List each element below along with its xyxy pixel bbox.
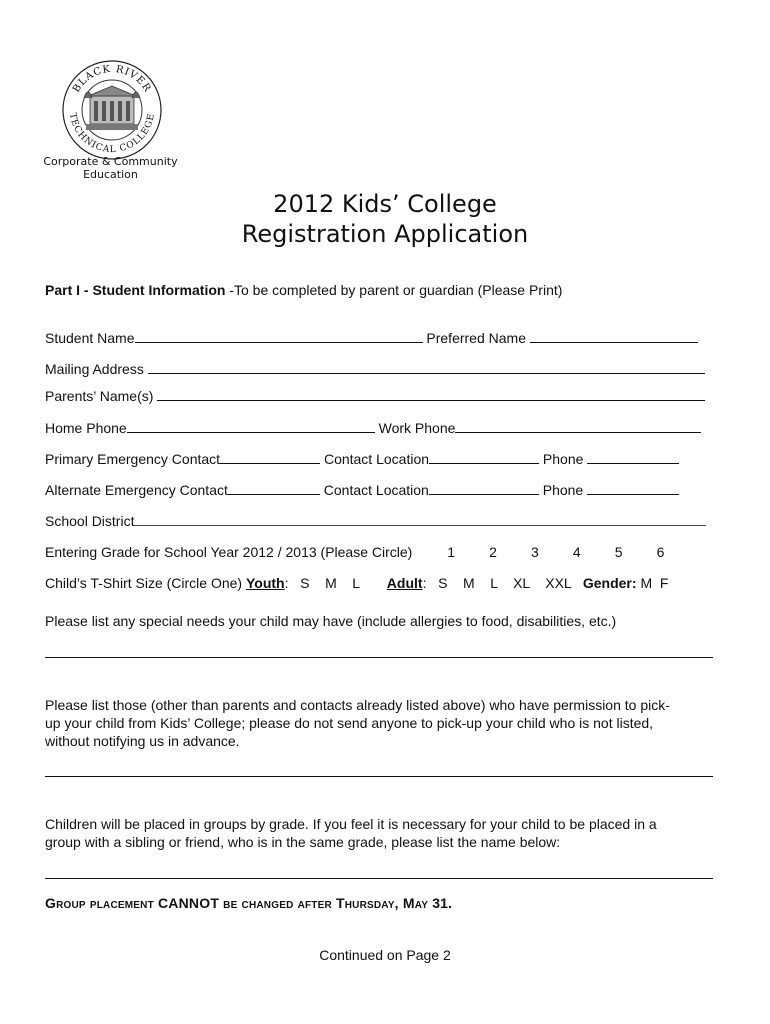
svg-text:TECHNICAL COLLEGE: TECHNICAL COLLEGE: [67, 112, 157, 156]
primary-phone-field[interactable]: [587, 451, 679, 464]
grade-option-3[interactable]: 3: [531, 544, 539, 560]
adult-sizes[interactable]: S M L XL XXL: [438, 575, 572, 591]
preferred-name-label: Preferred Name: [426, 330, 526, 346]
mailing-address-field[interactable]: [148, 361, 705, 374]
primary-phone-label: Phone: [542, 451, 584, 467]
tshirt-row: Child’s T-Shirt Size (Circle One) Youth: S M L Adult: S M L XL XXL Gender: M F: [45, 575, 669, 591]
preferred-name-field[interactable]: [530, 330, 698, 343]
work-phone-field[interactable]: [455, 420, 701, 433]
special-needs-prompt: Please list any special needs your child may have (include allergies to food, disabilities, etc.): [45, 613, 617, 629]
parents-names-label: Parents’ Name(s): [45, 388, 154, 404]
alternate-emergency-field[interactable]: [228, 482, 320, 495]
pickup-answer-line[interactable]: [45, 776, 713, 777]
grade-option-6[interactable]: 6: [656, 544, 665, 560]
special-needs-answer-line[interactable]: [45, 657, 713, 658]
grade-option-2[interactable]: 2: [489, 544, 497, 560]
youth-sizes[interactable]: S M L: [300, 575, 360, 591]
phone-row: [45, 420, 701, 436]
groups-paragraph: [45, 815, 725, 851]
grade-option-5[interactable]: 5: [614, 544, 623, 560]
alternate-phone-field[interactable]: [587, 482, 679, 495]
alternate-emergency-label: Alternate Emergency Contact: [45, 482, 228, 498]
adult-label: Adult: [386, 575, 423, 591]
alternate-contact-location-label: Contact Location: [323, 482, 429, 498]
primary-contact-location-field[interactable]: [429, 451, 539, 464]
school-district-label: School District: [45, 513, 135, 529]
primary-emergency-row: [45, 451, 679, 467]
school-district-row: [45, 513, 706, 529]
part1-heading-bold: Part I - Student Information: [45, 282, 226, 298]
logo-caption-line2: Education: [83, 168, 138, 181]
logo-caption: [28, 155, 193, 181]
pickup-line2: up your child from Kids’ College; please do not send anyone to pick-up your child who is not listed,: [45, 715, 654, 731]
mailing-address-row: [45, 361, 705, 377]
pickup-paragraph: [45, 696, 725, 750]
gender-label: Gender:: [582, 575, 637, 591]
home-phone-label: Home Phone: [45, 420, 127, 436]
logo-caption-line1: Corporate & Community: [43, 155, 178, 168]
student-name-row: [45, 330, 698, 346]
mailing-address-label: Mailing Address: [45, 361, 144, 377]
alternate-phone-label: Phone: [542, 482, 584, 498]
home-phone-field[interactable]: [127, 420, 375, 433]
building-illustration: [84, 86, 140, 130]
parents-names-field[interactable]: [157, 388, 705, 401]
group-placement-notice: Group placement CANNOT be changed after Thursday, May 31.: [45, 895, 453, 911]
grade-label: Entering Grade for School Year 2012 / 2013 (Please Circle): [45, 544, 413, 560]
groups-answer-line[interactable]: [45, 878, 713, 879]
alternate-contact-location-field[interactable]: [429, 482, 539, 495]
pickup-line3: without notifying us in advance.: [45, 733, 240, 749]
primary-contact-location-label: Contact Location: [323, 451, 430, 467]
part1-heading-rest: -To be completed by parent or guardian (Please Print): [225, 282, 563, 298]
primary-emergency-field[interactable]: [220, 451, 320, 464]
work-phone-label: Work Phone: [378, 420, 456, 436]
school-district-field[interactable]: [134, 513, 706, 526]
continued-footer: Continued on Page 2: [319, 947, 451, 963]
grade-option-1[interactable]: 1: [447, 544, 456, 560]
primary-emergency-label: Primary Emergency Contact: [45, 451, 221, 467]
page-title-line1: 2012 Kids’ College: [273, 190, 497, 218]
grade-option-4[interactable]: 4: [572, 544, 581, 560]
grade-row: [45, 544, 680, 560]
pickup-line1: Please list those (other than parents and contacts already listed above) who have permission to pick-: [45, 697, 670, 713]
svg-text:BLACK RIVER: BLACK RIVER: [71, 63, 153, 95]
page-title-line2: Registration Application: [241, 220, 529, 248]
student-name-label: Student Name: [45, 330, 135, 346]
groups-line1: Children will be placed in groups by grade. If you feel it is necessary for your child to be placed in a: [45, 816, 657, 832]
part1-heading: [45, 282, 562, 298]
parents-names-row: [45, 388, 705, 404]
groups-line2: group with a sibling or friend, who is in the same grade, please list the name below:: [45, 834, 561, 850]
youth-label: Youth: [245, 575, 285, 591]
alternate-emergency-row: [45, 482, 679, 498]
tshirt-label: Child’s T-Shirt Size (Circle One): [45, 575, 243, 591]
gender-options[interactable]: M F: [640, 575, 669, 591]
student-name-field[interactable]: [135, 330, 423, 343]
college-seal-logo: [60, 58, 164, 162]
